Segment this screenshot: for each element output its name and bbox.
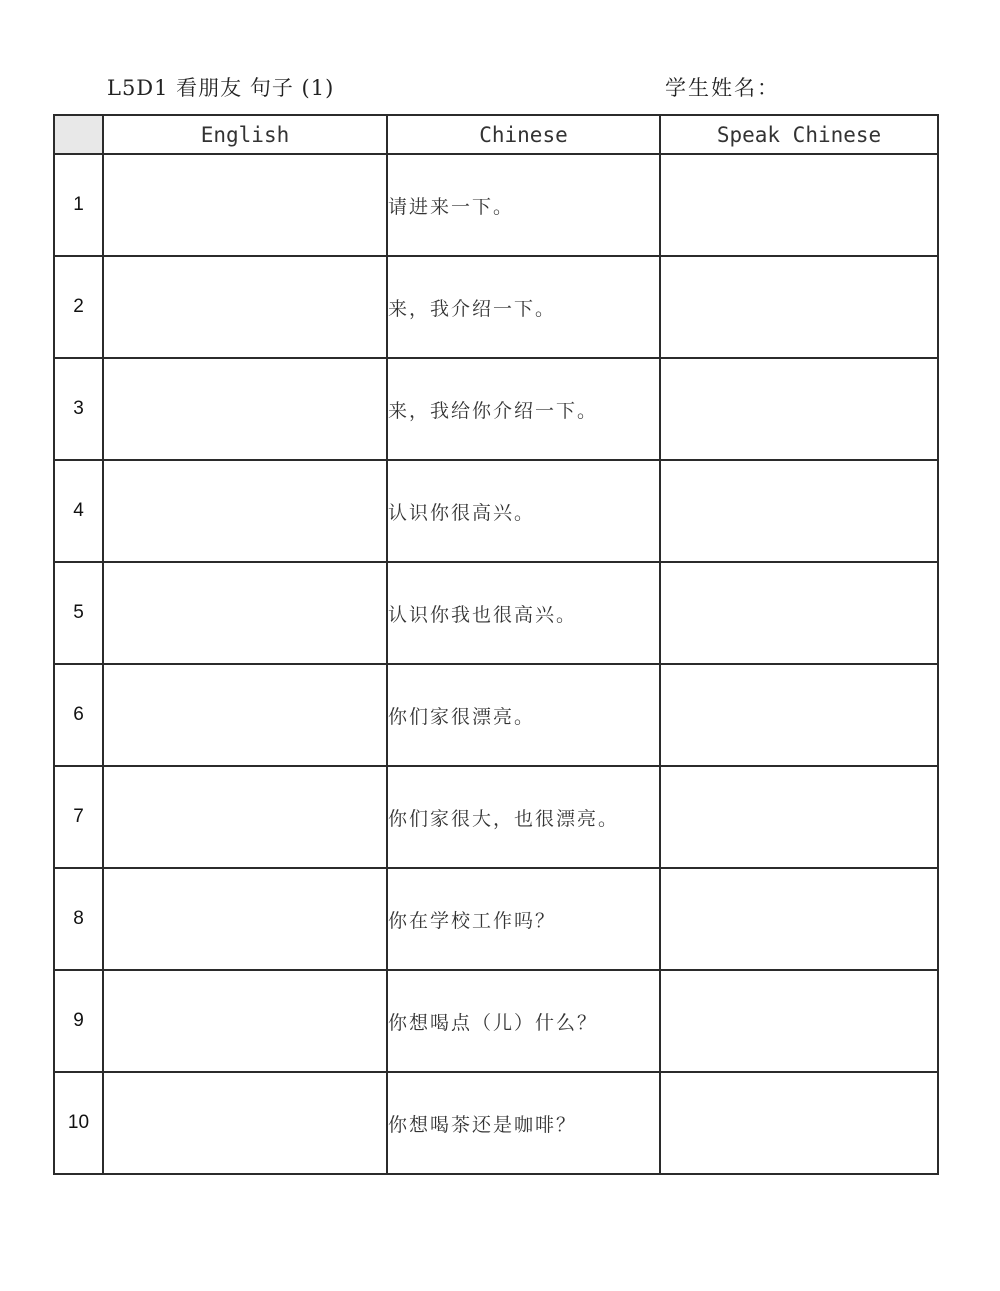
table-row (54, 970, 938, 1072)
speak-chinese-cell[interactable] (660, 562, 938, 664)
chinese-sentence: 你想喝茶还是咖啡？ (387, 1072, 660, 1174)
english-answer-cell[interactable] (103, 970, 387, 1072)
row-number: 8 (54, 868, 103, 970)
student-name-label: 学生姓名： (665, 76, 780, 100)
row-number: 7 (54, 766, 103, 868)
english-answer-cell[interactable] (103, 868, 387, 970)
table-header-row (54, 115, 938, 154)
speak-chinese-cell[interactable] (660, 868, 938, 970)
chinese-sentence: 请进来一下。 (387, 154, 660, 256)
speak-chinese-cell[interactable] (660, 154, 938, 256)
row-number: 3 (54, 358, 103, 460)
chinese-sentence: 你们家很大，也很漂亮。 (387, 766, 660, 868)
worksheet-title: L5D1 看朋友 句子 (1) (107, 76, 335, 100)
chinese-sentence: 认识你很高兴。 (387, 460, 660, 562)
chinese-column-header: Chinese (387, 115, 660, 154)
sentence-table (53, 114, 939, 1175)
row-number: 1 (54, 154, 103, 256)
speak-chinese-cell[interactable] (660, 1072, 938, 1174)
speak-chinese-cell[interactable] (660, 970, 938, 1072)
row-number: 4 (54, 460, 103, 562)
english-column-header: English (103, 115, 387, 154)
speak-chinese-cell[interactable] (660, 664, 938, 766)
chinese-sentence: 来，我给你介绍一下。 (387, 358, 660, 460)
chinese-sentence: 你想喝点（儿）什么？ (387, 970, 660, 1072)
row-number: 5 (54, 562, 103, 664)
english-answer-cell[interactable] (103, 1072, 387, 1174)
table-row (54, 358, 938, 460)
table-row (54, 664, 938, 766)
english-answer-cell[interactable] (103, 154, 387, 256)
table-row (54, 154, 938, 256)
table-row (54, 1072, 938, 1174)
row-number: 9 (54, 970, 103, 1072)
english-answer-cell[interactable] (103, 766, 387, 868)
table-row (54, 256, 938, 358)
chinese-sentence: 你们家很漂亮。 (387, 664, 660, 766)
speak-chinese-cell[interactable] (660, 460, 938, 562)
chinese-sentence: 你在学校工作吗？ (387, 868, 660, 970)
table-row (54, 868, 938, 970)
number-column-header (54, 115, 103, 154)
english-answer-cell[interactable] (103, 358, 387, 460)
table-row (54, 460, 938, 562)
english-answer-cell[interactable] (103, 256, 387, 358)
chinese-sentence: 来，我介绍一下。 (387, 256, 660, 358)
speak-chinese-cell[interactable] (660, 766, 938, 868)
speak-chinese-cell[interactable] (660, 256, 938, 358)
english-answer-cell[interactable] (103, 664, 387, 766)
speak-chinese-column-header: Speak Chinese (660, 115, 938, 154)
english-answer-cell[interactable] (103, 562, 387, 664)
speak-chinese-cell[interactable] (660, 358, 938, 460)
table-row (54, 766, 938, 868)
chinese-sentence: 认识你我也很高兴。 (387, 562, 660, 664)
row-number: 10 (54, 1072, 103, 1174)
english-answer-cell[interactable] (103, 460, 387, 562)
table-row (54, 562, 938, 664)
row-number: 6 (54, 664, 103, 766)
row-number: 2 (54, 256, 103, 358)
